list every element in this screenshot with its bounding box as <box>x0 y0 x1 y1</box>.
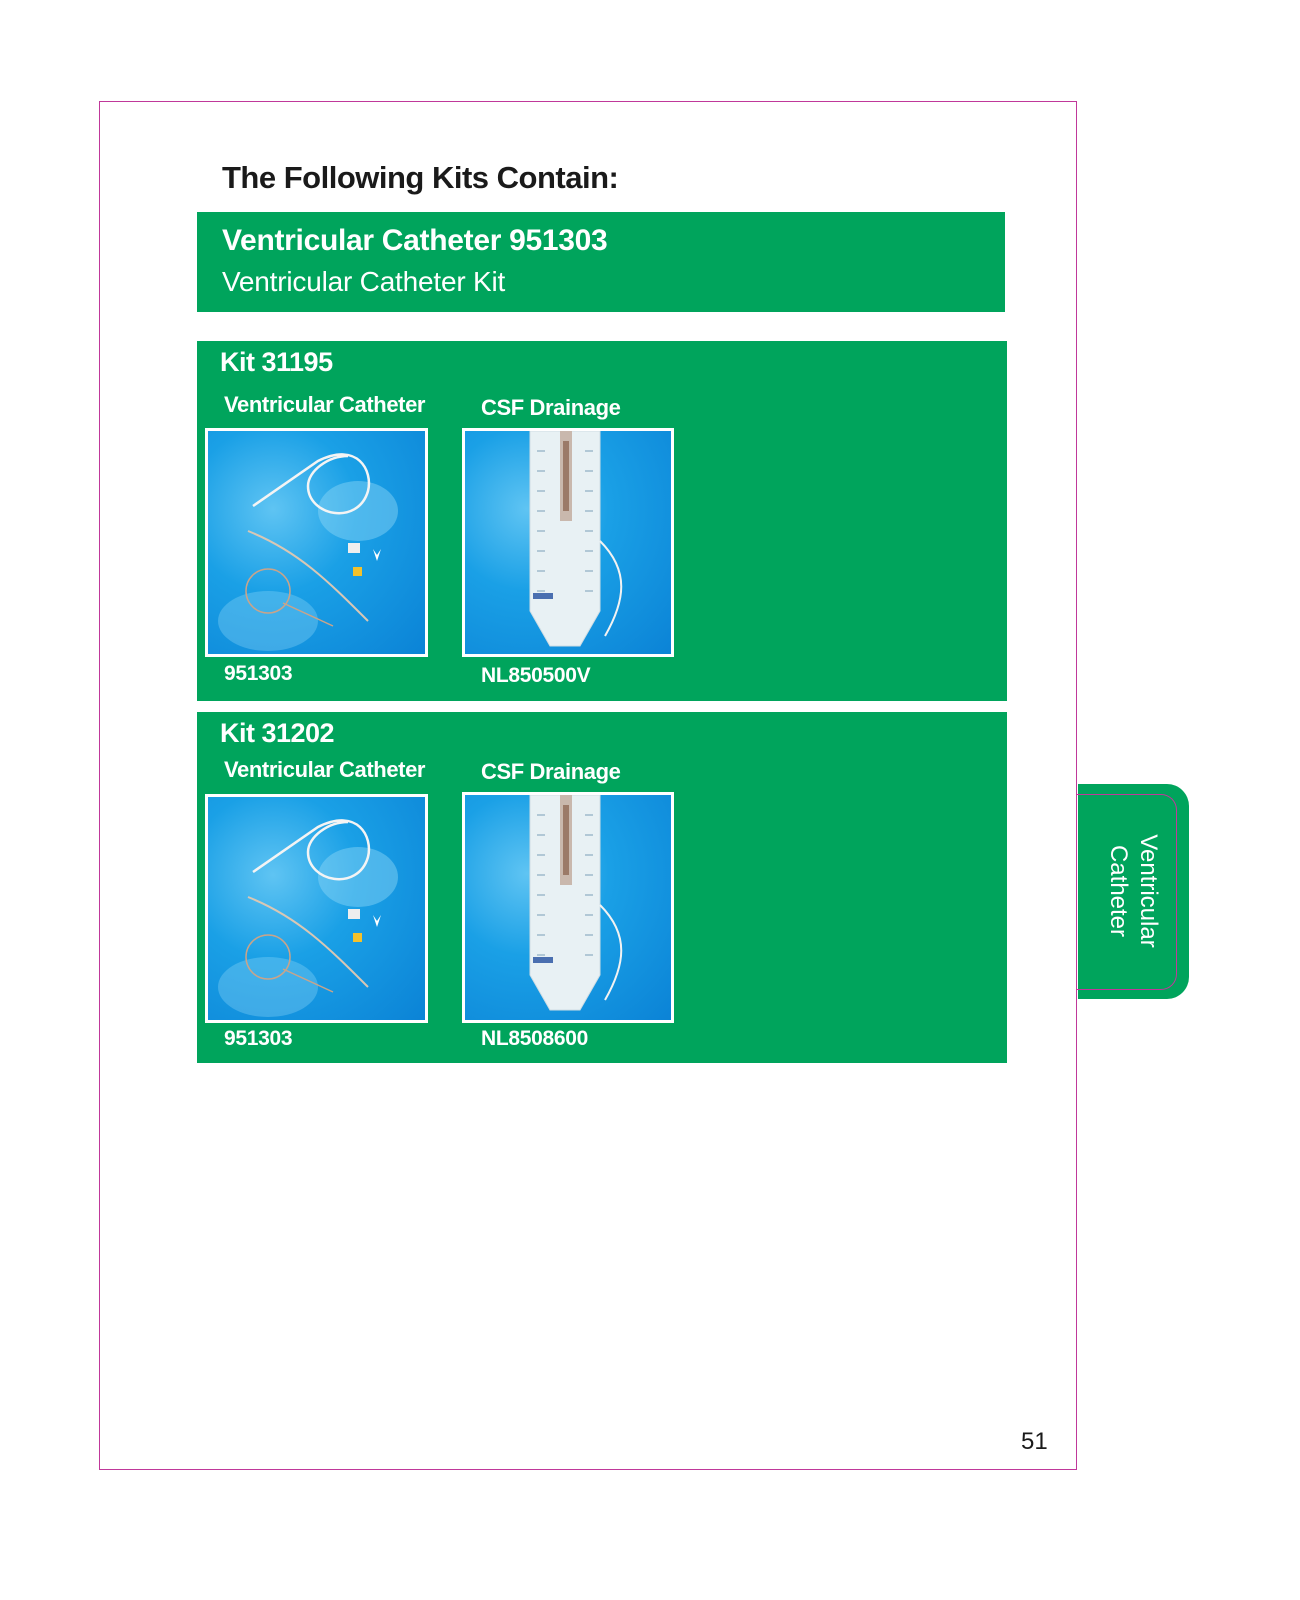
section-tab-line2: Catheter <box>1105 844 1132 938</box>
csf-drainage-photo <box>462 428 674 657</box>
product-subtitle: Ventricular Catheter Kit <box>222 266 506 297</box>
item-label-drainage: CSF Drainage <box>481 395 621 420</box>
catheter-kit-photo <box>205 794 428 1023</box>
section-tab-line1: Ventricular <box>1135 834 1162 948</box>
item-label-catheter: Ventricular Catheter <box>224 757 426 782</box>
section-tab-label <box>1103 781 1163 1001</box>
csf-drainage-photo <box>462 792 674 1023</box>
catheter-kit-photo <box>205 428 428 657</box>
kit-panel-31195 <box>197 341 1007 701</box>
item-code-catheter: 951303 <box>224 662 293 685</box>
page-number: 51 <box>1021 1428 1048 1455</box>
item-label-drainage: CSF Drainage <box>481 759 621 784</box>
page-heading: The Following Kits Contain: <box>222 160 619 195</box>
kit-title: Kit 31202 <box>220 718 335 748</box>
item-code-catheter: 951303 <box>224 1027 293 1050</box>
item-label-catheter: Ventricular Catheter <box>224 392 426 417</box>
product-banner <box>197 212 1005 312</box>
item-code-drainage: NL850500V <box>481 664 591 687</box>
kit-panel-31202 <box>197 712 1007 1063</box>
item-code-drainage: NL8508600 <box>481 1027 589 1050</box>
product-name: Ventricular Catheter 951303 <box>222 224 608 257</box>
kit-title: Kit 31195 <box>220 347 333 377</box>
